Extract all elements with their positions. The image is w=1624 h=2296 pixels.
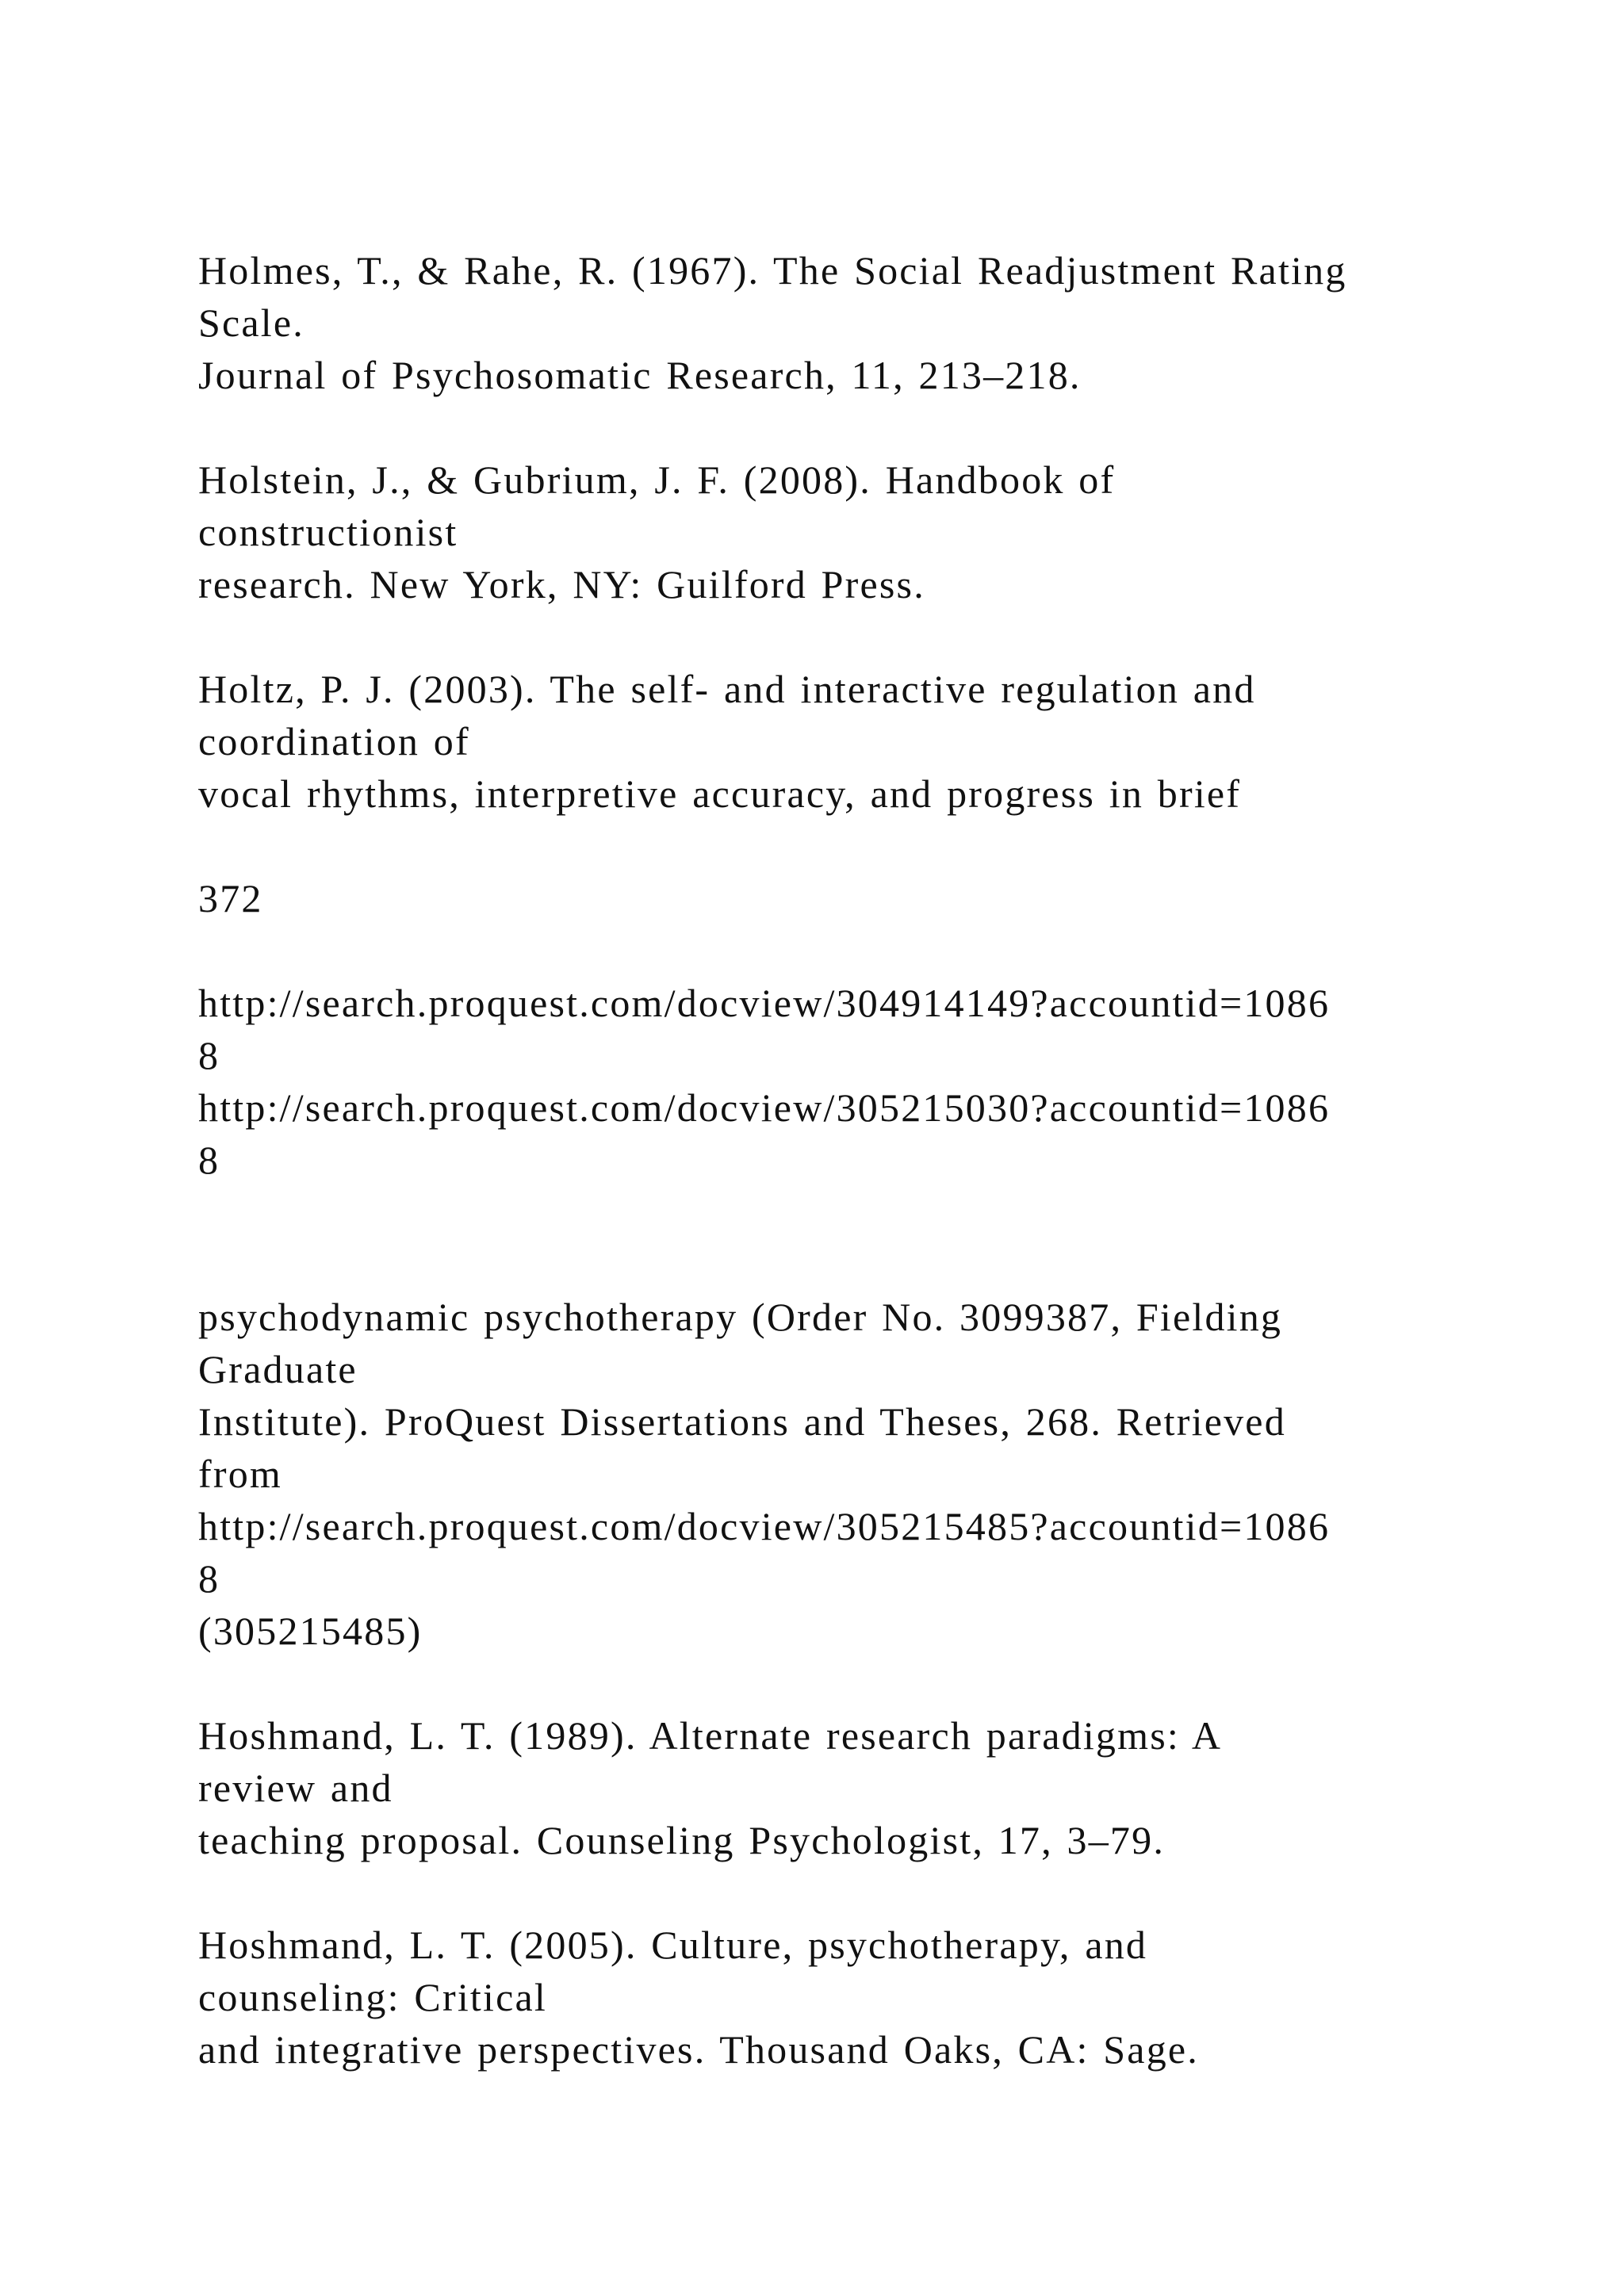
text-line: Hoshmand, L. T. (2005). Culture, psychotherapy, and	[198, 1923, 1148, 1967]
blank-line	[198, 1657, 1546, 1709]
page-number: 372	[198, 876, 263, 920]
text-line: Holstein, J., & Gubrium, J. F. (2008). Handbook of	[198, 457, 1116, 502]
text-line: 8	[198, 1033, 220, 1077]
blank-line	[198, 1866, 1546, 1919]
text-line: Scale.	[198, 300, 304, 345]
text-line: from	[198, 1452, 282, 1496]
text-line: Holmes, T., & Rahe, R. (1967). The Social Readjustment Rating	[198, 248, 1347, 293]
text-line: counseling: Critical	[198, 1975, 547, 2019]
text-line: Graduate	[198, 1347, 358, 1391]
text-line: and integrative perspectives. Thousand Oaks, CA: Sage.	[198, 2027, 1199, 2072]
url-line: http://search.proquest.com/docview/305215485?accountid=1086	[198, 1504, 1331, 1548]
blank-line	[198, 1238, 1546, 1291]
text-line: vocal rhythms, interpretive accuracy, and progress in brief	[198, 771, 1242, 816]
text-line: psychodynamic psychotherapy (Order No. 3099387, Fielding	[198, 1295, 1283, 1339]
text-line: research. New York, NY: Guilford Press.	[198, 562, 925, 607]
blank-line	[198, 610, 1546, 663]
blank-line	[198, 1186, 1546, 1238]
text-line: review and	[198, 1766, 393, 1810]
text-line: 8	[198, 1138, 220, 1182]
text-line: (305215485)	[198, 1609, 423, 1653]
url-line: http://search.proquest.com/docview/304914149?accountid=1086	[198, 981, 1331, 1025]
text-line: constructionist	[198, 510, 458, 554]
url-line: http://search.proquest.com/docview/305215030?accountid=1086	[198, 1085, 1331, 1130]
reference-text-block	[198, 244, 1546, 2076]
text-line: Journal of Psychosomatic Research, 11, 213–218.	[198, 353, 1082, 397]
text-line: coordination of	[198, 719, 470, 763]
blank-line	[198, 401, 1546, 453]
text-line: Hoshmand, L. T. (1989). Alternate research paradigms: A	[198, 1713, 1223, 1758]
blank-line	[198, 924, 1546, 977]
blank-line	[198, 820, 1546, 872]
text-line: Holtz, P. J. (2003). The self- and interactive regulation and	[198, 667, 1256, 711]
text-line: 8	[198, 1556, 220, 1601]
text-line: teaching proposal. Counseling Psychologist, 17, 3–79.	[198, 1818, 1166, 1862]
text-line: Institute). ProQuest Dissertations and Theses, 268. Retrieved	[198, 1399, 1286, 1444]
